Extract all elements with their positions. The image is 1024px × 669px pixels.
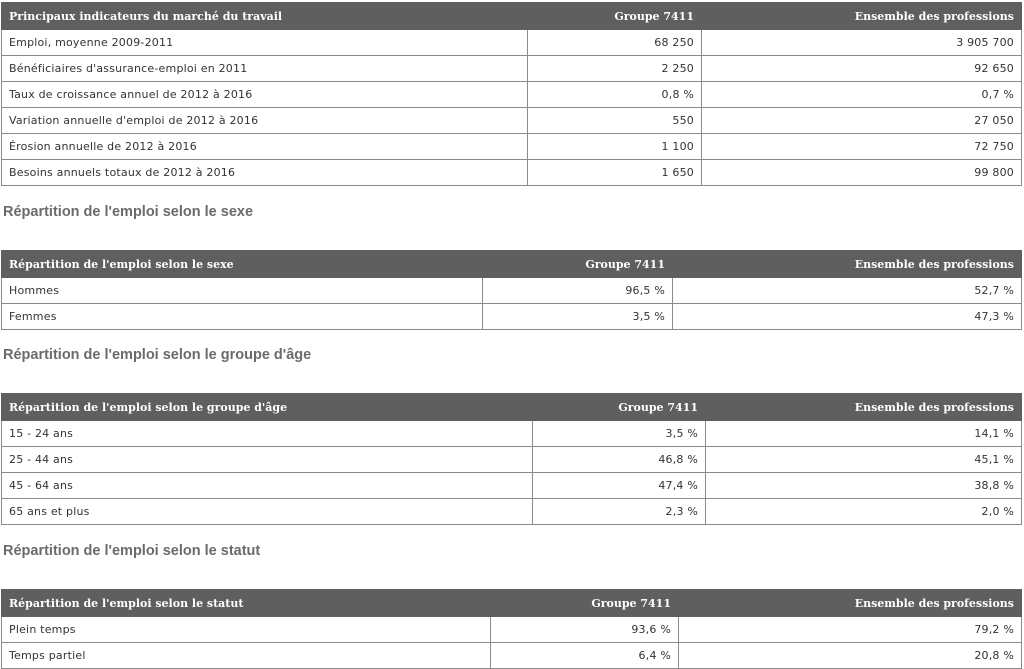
row-label: Hommes [2, 278, 483, 304]
all-occupations-value: 2,0 % [706, 499, 1022, 525]
table-header-row [2, 590, 1022, 617]
all-occupations-value: 14,1 % [706, 421, 1022, 447]
table-header-row [2, 394, 1022, 421]
group-value: 6,4 % [491, 643, 679, 669]
table-row [2, 617, 1022, 643]
column-header-all-occupations: Ensemble des professions [673, 251, 1022, 278]
table-row [2, 643, 1022, 669]
group-value: 93,6 % [491, 617, 679, 643]
row-label: Femmes [2, 304, 483, 330]
table-row [2, 30, 1022, 56]
all-occupations-value: 20,8 % [679, 643, 1022, 669]
table-row [2, 304, 1022, 330]
table-header-row [2, 251, 1022, 278]
section-title-status: Répartition de l'emploi selon le statut [3, 543, 261, 559]
row-label: Variation annuelle d'emploi de 2012 à 2016 [2, 108, 528, 134]
section-title-sex: Répartition de l'emploi selon le sexe [3, 204, 254, 220]
all-occupations-value: 27 050 [702, 108, 1022, 134]
row-label: Temps partiel [2, 643, 491, 669]
row-label: Bénéficiaires d'assurance-emploi en 2011 [2, 56, 528, 82]
row-label: 65 ans et plus [2, 499, 533, 525]
section-title-age-group: Répartition de l'emploi selon le groupe d'âge [3, 347, 312, 363]
all-occupations-value: 52,7 % [673, 278, 1022, 304]
all-occupations-value: 3 905 700 [702, 30, 1022, 56]
table-row [2, 499, 1022, 525]
all-occupations-value: 92 650 [702, 56, 1022, 82]
column-header-all-occupations: Ensemble des professions [706, 394, 1022, 421]
column-header-group: Groupe 7411 [491, 590, 679, 617]
employment-by-sex-table [1, 250, 1022, 330]
group-value: 1 650 [528, 160, 702, 186]
table-row [2, 278, 1022, 304]
table-row [2, 421, 1022, 447]
group-value: 550 [528, 108, 702, 134]
column-header-group: Groupe 7411 [533, 394, 706, 421]
column-header-group: Groupe 7411 [528, 3, 702, 30]
table-row [2, 108, 1022, 134]
all-occupations-value: 72 750 [702, 134, 1022, 160]
group-value: 3,5 % [533, 421, 706, 447]
row-label: Besoins annuels totaux de 2012 à 2016 [2, 160, 528, 186]
labour-market-indicators-table [1, 2, 1022, 186]
employment-by-age-table [1, 393, 1022, 525]
group-value: 2 250 [528, 56, 702, 82]
row-label: 45 - 64 ans [2, 473, 533, 499]
all-occupations-value: 45,1 % [706, 447, 1022, 473]
group-value: 1 100 [528, 134, 702, 160]
row-label: Plein temps [2, 617, 491, 643]
employment-by-status-table [1, 589, 1022, 669]
group-value: 3,5 % [483, 304, 673, 330]
all-occupations-value: 79,2 % [679, 617, 1022, 643]
group-value: 47,4 % [533, 473, 706, 499]
table-row [2, 160, 1022, 186]
all-occupations-value: 99 800 [702, 160, 1022, 186]
row-label: Emploi, moyenne 2009-2011 [2, 30, 528, 56]
row-label: Érosion annuelle de 2012 à 2016 [2, 134, 528, 160]
table-header-row [2, 3, 1022, 30]
table-row [2, 56, 1022, 82]
column-header-category: Répartition de l'emploi selon le statut [2, 590, 491, 617]
column-header-category: Répartition de l'emploi selon le sexe [2, 251, 483, 278]
group-value: 0,8 % [528, 82, 702, 108]
table-row [2, 473, 1022, 499]
all-occupations-value: 47,3 % [673, 304, 1022, 330]
all-occupations-value: 38,8 % [706, 473, 1022, 499]
column-header-indicator: Principaux indicateurs du marché du travail [2, 3, 528, 30]
all-occupations-value: 0,7 % [702, 82, 1022, 108]
row-label: Taux de croissance annuel de 2012 à 2016 [2, 82, 528, 108]
table-row [2, 134, 1022, 160]
group-value: 46,8 % [533, 447, 706, 473]
table-row [2, 447, 1022, 473]
group-value: 96,5 % [483, 278, 673, 304]
column-header-group: Groupe 7411 [483, 251, 673, 278]
group-value: 68 250 [528, 30, 702, 56]
table-row [2, 82, 1022, 108]
group-value: 2,3 % [533, 499, 706, 525]
column-header-all-occupations: Ensemble des professions [702, 3, 1022, 30]
row-label: 25 - 44 ans [2, 447, 533, 473]
row-label: 15 - 24 ans [2, 421, 533, 447]
column-header-category: Répartition de l'emploi selon le groupe d'âge [2, 394, 533, 421]
column-header-all-occupations: Ensemble des professions [679, 590, 1022, 617]
